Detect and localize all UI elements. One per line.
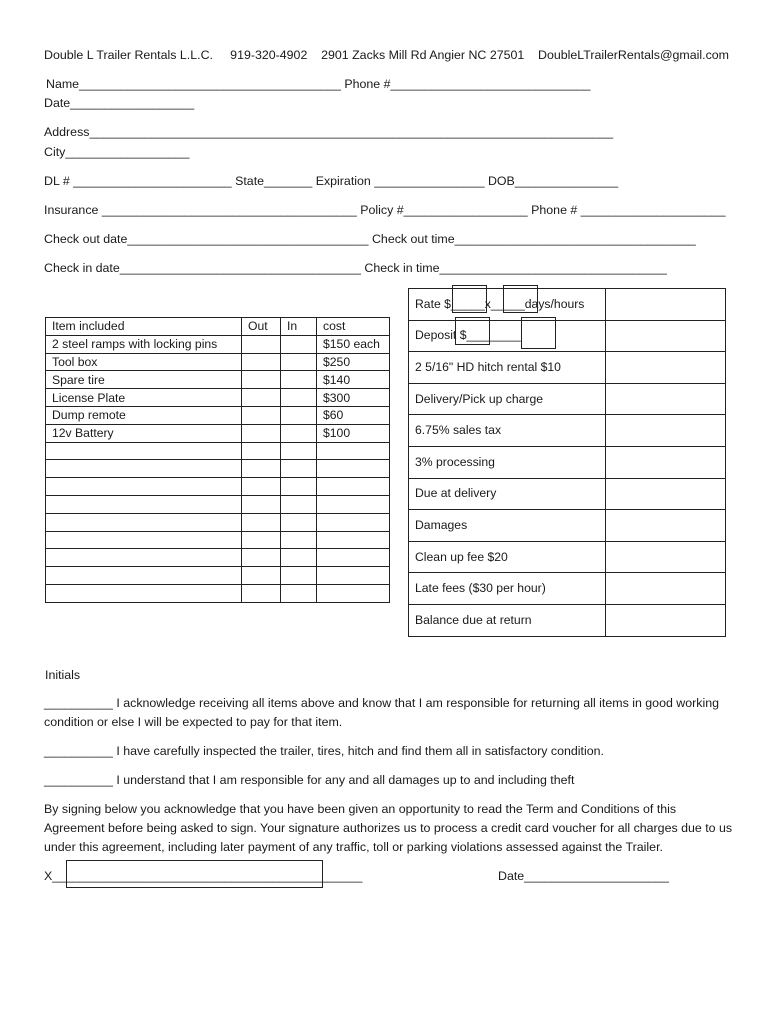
- charge-amount[interactable]: [606, 289, 726, 321]
- charge-amount[interactable]: [606, 478, 726, 510]
- items-header-in-cell: In: [281, 318, 317, 336]
- charge-amount[interactable]: [606, 604, 726, 636]
- cost-cell: [317, 549, 390, 567]
- in-cell[interactable]: [281, 335, 317, 353]
- check-in-field[interactable]: Check in date___________________________________ Check in time_________________________________: [44, 261, 667, 275]
- item-name-cell: [46, 584, 242, 602]
- charge-label-text: Deposit $________: [415, 328, 521, 343]
- items-row: [46, 495, 390, 513]
- items-row: [46, 531, 390, 549]
- items-row: [46, 353, 390, 371]
- dl-state-expiration-dob-field[interactable]: DL # _______________________ State_______ Expiration ________________ DOB_______________: [44, 174, 619, 188]
- terms-paragraph: By signing below you acknowledge that you have been given an opportunity to read the Term and Conditions of this Agreement before being asked to sign. Your signature authorizes us to process a credit card voucher for all charges due to us under this agreement, including later payment of any traffic, toll or parking violations assessed against the Trailer.: [44, 802, 733, 854]
- inspected-trailer-statement: __________ I have carefully inspected the trailer, tires, hitch and find them all in satisfactory condition.: [44, 744, 604, 758]
- charge-label: [409, 352, 606, 384]
- charge-amount[interactable]: [606, 510, 726, 542]
- out-cell[interactable]: [242, 495, 281, 513]
- in-cell[interactable]: [281, 406, 317, 424]
- charge-label-text: 2 5/16" HD hitch rental $10: [415, 359, 561, 374]
- in-cell[interactable]: [281, 442, 317, 460]
- item-name-cell: Dump remote: [46, 406, 242, 424]
- item-name-cell: [46, 531, 242, 549]
- cost-cell: $300: [317, 389, 390, 407]
- charge-label: [409, 289, 606, 321]
- damages-responsibility-statement: __________ I understand that I am responsible for any and all damages up to and including theft: [44, 773, 575, 787]
- cost-cell: [317, 531, 390, 549]
- in-cell[interactable]: [281, 353, 317, 371]
- items-row: [46, 567, 390, 585]
- items-row: [46, 371, 390, 389]
- charge-label-text: 3% processing: [415, 454, 495, 469]
- charge-label: [409, 573, 606, 605]
- charge-label: [409, 604, 606, 636]
- charge-amount[interactable]: [606, 446, 726, 478]
- charge-amount[interactable]: [606, 320, 726, 352]
- charge-label: [409, 541, 606, 573]
- in-cell[interactable]: [281, 513, 317, 531]
- item-name-cell: [46, 442, 242, 460]
- cost-cell: [317, 567, 390, 585]
- items-row: [46, 389, 390, 407]
- items-header-row: [46, 318, 390, 336]
- signature-line[interactable]: X_____________________________________________: [44, 869, 363, 883]
- cost-cell: $60: [317, 406, 390, 424]
- out-cell[interactable]: [242, 442, 281, 460]
- cost-cell: $140: [317, 371, 390, 389]
- items-row: [46, 335, 390, 353]
- charge-label-text: Balance due at return: [415, 612, 532, 627]
- in-cell[interactable]: [281, 567, 317, 585]
- item-name-cell: 12v Battery: [46, 424, 242, 442]
- items-row: [46, 442, 390, 460]
- item-name-cell: License Plate: [46, 389, 242, 407]
- in-cell[interactable]: [281, 460, 317, 478]
- charge-label-text: Due at delivery: [415, 486, 497, 501]
- items-row: [46, 513, 390, 531]
- items-row: [46, 478, 390, 496]
- cost-cell: [317, 495, 390, 513]
- charge-amount[interactable]: [606, 415, 726, 447]
- cost-cell: [317, 442, 390, 460]
- charges-row: [409, 320, 726, 352]
- items-table-body: [46, 318, 390, 603]
- charge-label-text: Late fees ($30 per hour): [415, 581, 546, 596]
- charge-label: [409, 478, 606, 510]
- charges-row: [409, 383, 726, 415]
- deposit-amount-box[interactable]: [521, 317, 556, 349]
- charge-amount[interactable]: [606, 352, 726, 384]
- in-cell[interactable]: [281, 424, 317, 442]
- item-name-cell: 2 steel ramps with locking pins: [46, 335, 242, 353]
- charges-row: [409, 289, 726, 321]
- charge-amount[interactable]: [606, 573, 726, 605]
- item-name-cell: [46, 567, 242, 585]
- rate-amount-box[interactable]: [452, 285, 487, 313]
- cost-cell: [317, 460, 390, 478]
- item-name-cell: Tool box: [46, 353, 242, 371]
- charge-label: [409, 383, 606, 415]
- items-header-cost-cell: cost: [317, 318, 390, 336]
- initials-label: Initials: [45, 668, 81, 682]
- cost-cell: $250: [317, 353, 390, 371]
- items-header-item-name-cell: Item included: [46, 318, 242, 336]
- charges-table-body: [409, 289, 726, 637]
- charge-label-text: Damages: [415, 517, 468, 532]
- out-cell[interactable]: [242, 478, 281, 496]
- charge-amount[interactable]: [606, 383, 726, 415]
- charges-row: [409, 510, 726, 542]
- items-row: [46, 406, 390, 424]
- charge-label-text: 6.75% sales tax: [415, 423, 502, 438]
- charges-row: [409, 541, 726, 573]
- in-cell[interactable]: [281, 584, 317, 602]
- charges-row: [409, 573, 726, 605]
- item-name-cell: [46, 549, 242, 567]
- signature-date-line[interactable]: Date_____________________: [498, 869, 669, 883]
- charges-table: [408, 288, 726, 637]
- insurance-policy-phone-field[interactable]: Insurance _____________________________________ Policy #__________________ Phone # _____________________: [44, 203, 726, 217]
- out-cell[interactable]: [242, 406, 281, 424]
- cost-cell: [317, 478, 390, 496]
- items-row: [46, 584, 390, 602]
- item-name-cell: Spare tire: [46, 371, 242, 389]
- address-field[interactable]: Address____________________________________________________________________________: [44, 125, 614, 139]
- item-name-cell: [46, 460, 242, 478]
- charge-amount[interactable]: [606, 541, 726, 573]
- in-cell[interactable]: [281, 549, 317, 567]
- cost-cell: $100: [317, 424, 390, 442]
- out-cell[interactable]: [242, 584, 281, 602]
- company-header: Double L Trailer Rentals L.L.C. 919-320-4902 2901 Zacks Mill Rd Angier NC 27501 DoubleLTrailerRentals@gmail.com: [44, 48, 729, 62]
- out-cell[interactable]: [242, 371, 281, 389]
- acknowledge-items-statement: __________ I acknowledge receiving all items above and know that I am responsible for returning all items in good working condition or else I will be expected to pay for that item.: [44, 696, 719, 729]
- item-name-cell: [46, 478, 242, 496]
- charges-row: [409, 352, 726, 384]
- out-cell[interactable]: [242, 549, 281, 567]
- charges-row: [409, 478, 726, 510]
- out-cell[interactable]: [242, 335, 281, 353]
- charge-label: [409, 510, 606, 542]
- charge-label: [409, 446, 606, 478]
- out-cell[interactable]: [242, 567, 281, 585]
- out-cell[interactable]: [242, 460, 281, 478]
- items-row: [46, 549, 390, 567]
- out-cell[interactable]: [242, 424, 281, 442]
- charges-row: [409, 446, 726, 478]
- cost-cell: $150 each: [317, 335, 390, 353]
- charge-label: [409, 320, 606, 352]
- items-row: [46, 460, 390, 478]
- in-cell[interactable]: [281, 531, 317, 549]
- item-name-cell: [46, 495, 242, 513]
- out-cell[interactable]: [242, 389, 281, 407]
- cost-cell: [317, 584, 390, 602]
- in-cell[interactable]: [281, 389, 317, 407]
- items-header-out-cell: Out: [242, 318, 281, 336]
- check-out-field[interactable]: Check out date___________________________________ Check out time___________________________________: [44, 232, 696, 246]
- charge-label-text: Rate $_____x_____days/hours: [415, 296, 585, 311]
- deposit-box[interactable]: [455, 317, 490, 345]
- name-phone-field[interactable]: Name______________________________________ Phone #_____________________________: [46, 77, 591, 91]
- items-row: [46, 424, 390, 442]
- rate-days-box[interactable]: [503, 285, 538, 313]
- items-table: [45, 317, 390, 603]
- in-cell[interactable]: [281, 495, 317, 513]
- out-cell[interactable]: [242, 513, 281, 531]
- out-cell[interactable]: [242, 531, 281, 549]
- city-field[interactable]: City__________________: [44, 145, 190, 159]
- in-cell[interactable]: [281, 478, 317, 496]
- charge-label: [409, 415, 606, 447]
- out-cell[interactable]: [242, 353, 281, 371]
- charge-label-text: Clean up fee $20: [415, 549, 508, 564]
- charges-row: [409, 604, 726, 636]
- in-cell[interactable]: [281, 371, 317, 389]
- date-field[interactable]: Date__________________: [44, 96, 195, 110]
- cost-cell: [317, 513, 390, 531]
- charge-label-text: Delivery/Pick up charge: [415, 391, 544, 406]
- item-name-cell: [46, 513, 242, 531]
- charges-row: [409, 415, 726, 447]
